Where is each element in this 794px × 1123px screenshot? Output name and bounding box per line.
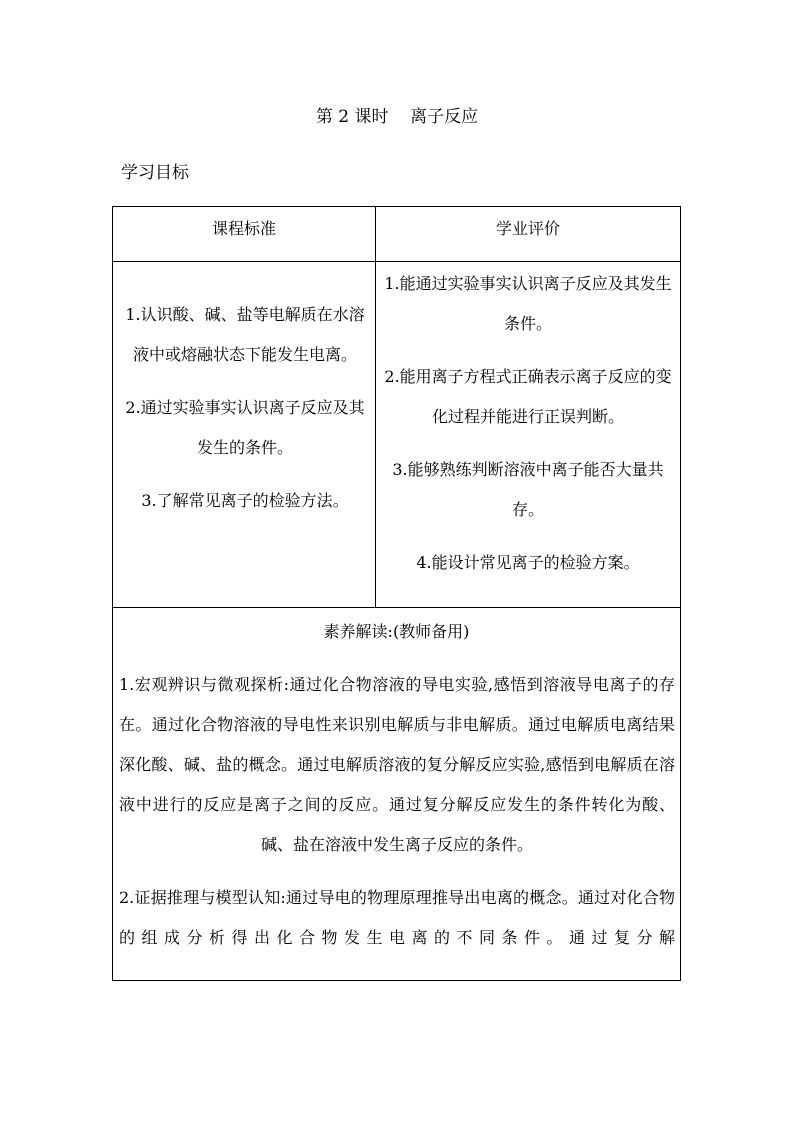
evaluations-cell bbox=[381, 264, 675, 583]
standard-item: 2.通过实验事实认识离子反应及其发生的条件。 bbox=[125, 398, 365, 457]
literacy-paragraph: 2.证据推理与模型认知:通过导电的物理原理推导出电离的概念。通过对化合物的组成分析得出化合物发生电离的不同条件。通过复分解 bbox=[119, 888, 675, 947]
evaluation-item: 2.能用离子方程式正确表示离子反应的变化过程并能进行正误判断。 bbox=[384, 367, 672, 426]
table-header-row bbox=[113, 207, 680, 262]
header-academic-evaluation: 学业评价 bbox=[495, 219, 560, 238]
literacy-paragraph: 1.宏观辨识与微观探析:通过化合物溶液的导电实验,感悟到溶液导电离子的存在。通过化合物溶液的导电性来识别电解质与非电解质。通过电解质电离结果深化酸、碱、盐的概念。通过电解质溶液的复分解反应实验,感悟到电解质在溶液中进行的反应是离子之间的反应。通过复分解反应发生的条件转化为酸、碱、盐在溶液中发生离子反应的条件。 bbox=[119, 675, 675, 854]
objectives-table bbox=[112, 206, 681, 981]
section-heading: 学习目标 bbox=[121, 163, 189, 183]
standards-cell bbox=[119, 295, 371, 521]
header-course-standard: 课程标准 bbox=[211, 219, 276, 238]
table-body-row bbox=[113, 262, 680, 608]
literacy-body bbox=[119, 665, 675, 971]
literacy-row bbox=[113, 608, 680, 980]
evaluation-item: 1.能通过实验事实认识离子反应及其发生条件。 bbox=[384, 274, 672, 333]
evaluation-item: 3.能够熟练判断溶液中离子能否大量共存。 bbox=[392, 460, 664, 519]
literacy-heading: 素养解读:(教师备用) bbox=[323, 622, 470, 641]
evaluation-item: 4.能设计常见离子的检验方案。 bbox=[416, 553, 640, 572]
standard-item: 3.了解常见离子的检验方法。 bbox=[141, 491, 349, 510]
page-title: 第 2 课时 离子反应 bbox=[315, 107, 479, 127]
standard-item: 1.认识酸、碱、盐等电解质在水溶液中或熔融状态下能发生电离。 bbox=[125, 305, 365, 364]
